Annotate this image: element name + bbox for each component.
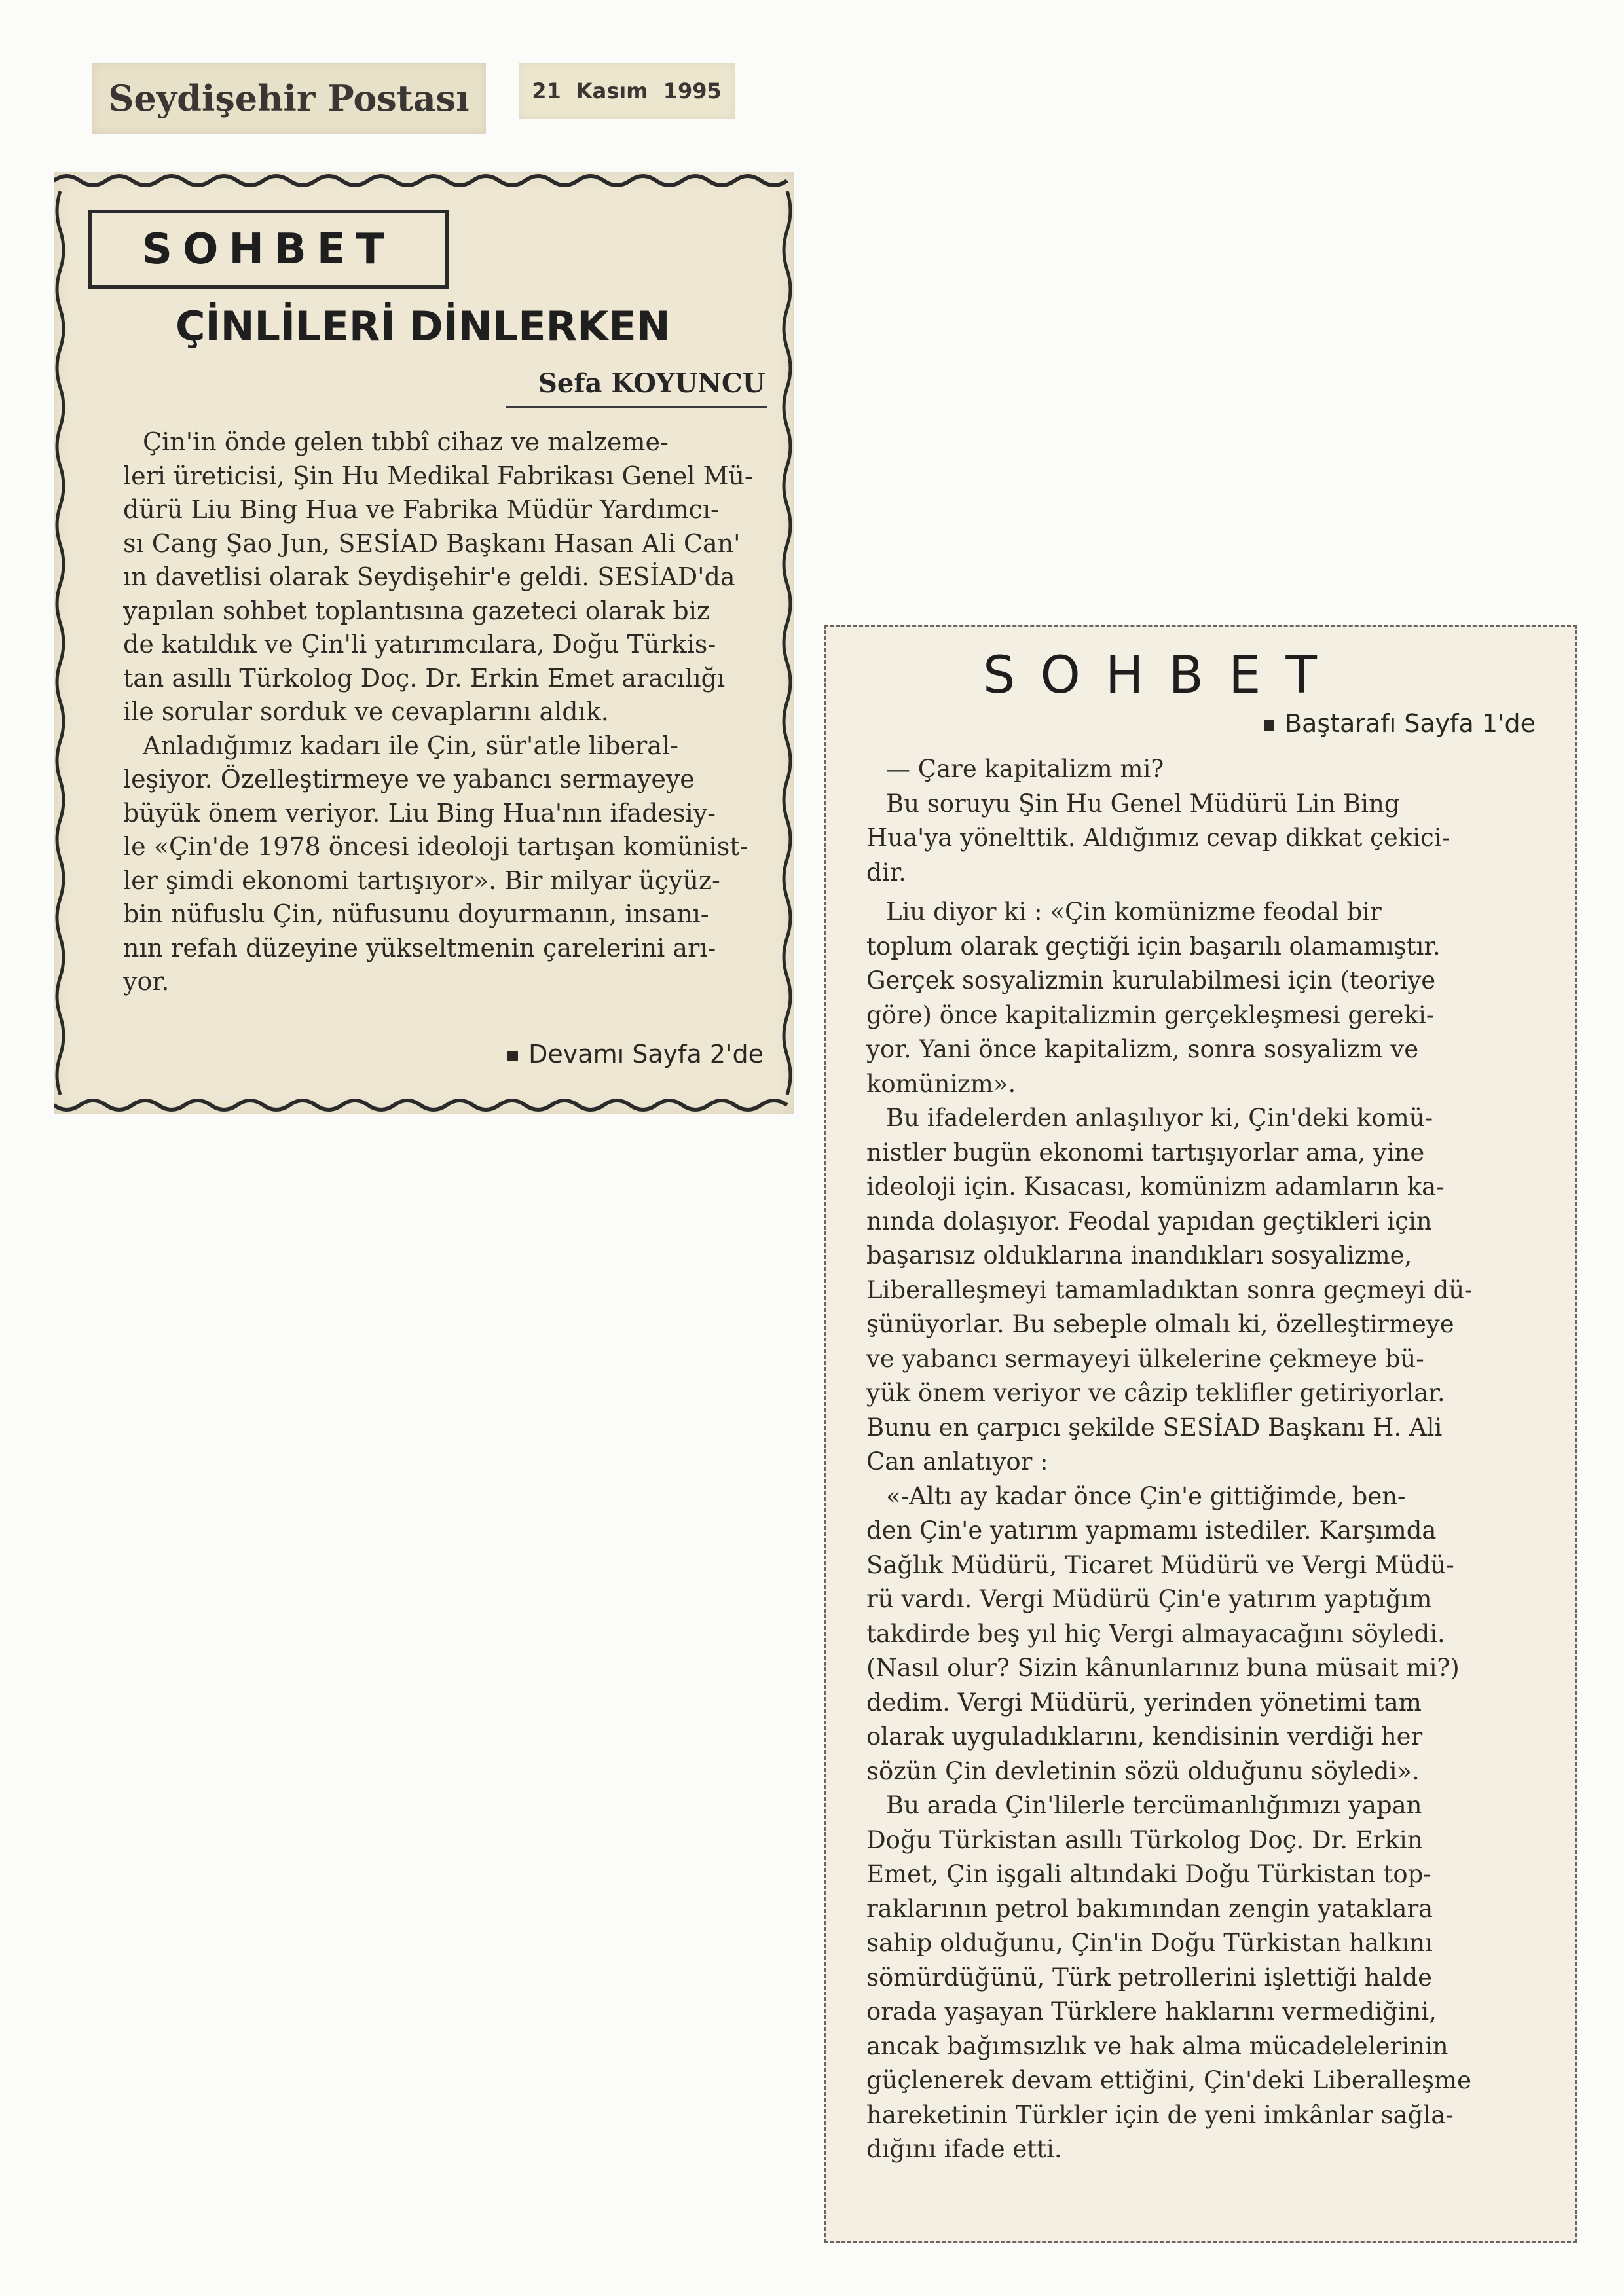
text-line: Liu diyor ki : «Çin komünizme feodal bir <box>886 898 1382 926</box>
text-line: olarak uyguladıklarını, kendisinin verdiği her <box>866 1722 1423 1751</box>
text-line: sı Cang Şao Jun, SESİAD Başkanı Hasan Ali Can' <box>123 528 741 558</box>
text-line: Emet, Çin işgali altındaki Doğu Türkistan top- <box>866 1860 1431 1888</box>
text-line: rü vardı. Vergi Müdürü Çin'e yatırım yaptığım <box>866 1585 1432 1613</box>
text-line: sahip olduğunu, Çin'in Doğu Türkistan halkını <box>866 1929 1433 1957</box>
section-label: SOHBET <box>141 225 396 274</box>
publication-date: 21 Kasım 1995 <box>532 79 722 103</box>
text-line: bin nüfuslu Çin, nüfusunu doyurmanın, insanı- <box>123 900 709 928</box>
text-line: den Çin'e yatırım yapmamı istediler. Karşımda <box>866 1516 1437 1544</box>
text-line: sömürdüğünü, Türk petrollerini işlettiği halde <box>866 1963 1433 1992</box>
text-line: ler şimdi ekonomi tartışıyor». Bir milyar üçyüz- <box>123 866 720 895</box>
article-body-part-1 <box>123 426 758 999</box>
continued-note <box>507 1040 764 1068</box>
text-line: hareketinin Türkler için de yeni imkânlar sağla- <box>866 2100 1454 2129</box>
text-line: Gerçek sosyalizmin kurulabilmesi için (teoriye <box>866 966 1436 994</box>
text-line: Anladığımız kadarı ile Çin, sür'atle liberal- <box>143 731 678 760</box>
text-line: «-Altı ay kadar önce Çin'e gittiğimde, ben- <box>886 1482 1406 1510</box>
text-line: komünizm». <box>866 1069 1016 1098</box>
text-line: Doğu Türkistan asıllı Türkolog Doç. Dr. Erkin <box>866 1825 1423 1854</box>
text-line: şünüyorlar. Bu sebeple olmalı ki, özelleştirmeye <box>866 1310 1454 1338</box>
continued-from-text: Baştarafı Sayfa 1'de <box>1284 709 1536 738</box>
text-line: de katıldık ve Çin'li yatırımcılara, Doğu Türkis- <box>123 630 716 659</box>
text-line: yapılan sohbet toplantısına gazeteci olarak biz <box>123 596 710 625</box>
text-line: Sağlık Müdürü, Ticaret Müdürü ve Vergi Müdü- <box>866 1550 1454 1579</box>
text-line: ideoloji için. Kısacası, komünizm adamların ka- <box>866 1173 1445 1201</box>
text-line: Çin'in önde gelen tıbbî cihaz ve malzeme- <box>143 428 669 456</box>
author-underline <box>506 406 767 408</box>
text-line: dir. <box>866 858 906 886</box>
text-line: leşiyor. Özelleştirmeye ve yabancı sermayeye <box>123 765 695 793</box>
text-line: yük önem veriyor ve câzip teklifler getiriyorlar. <box>866 1379 1445 1407</box>
text-line: sözün Çin devletinin sözü olduğunu söyledi». <box>866 1757 1420 1785</box>
text-line: nın refah düzeyine yükseltmenin çarelerini arı- <box>123 933 716 962</box>
text-line: Hua'ya yönelttik. Aldığımız cevap dikkat çekici- <box>866 824 1450 852</box>
text-line: nında dolaşıyor. Feodal yapıdan geçtikleri için <box>866 1207 1432 1235</box>
text-line: dürü Liu Bing Hua ve Fabrika Müdür Yardımcı- <box>123 495 719 524</box>
text-line: Bunu en çarpıcı şekilde SESİAD Başkanı H. Ali <box>866 1413 1443 1442</box>
article-headline: ÇİNLİLERİ DİNLERKEN <box>175 302 671 350</box>
text-line: büyük önem veriyor. Liu Bing Hua'nın ifadesiy- <box>123 798 716 828</box>
article-clipping-page-2 <box>824 625 1577 2243</box>
text-line: leri üreticisi, Şin Hu Medikal Fabrikası Genel Mü- <box>123 461 753 490</box>
text-line: başarısız olduklarına inandıkları sosyalizme, <box>866 1241 1412 1269</box>
square-bullet-icon <box>507 1051 518 1061</box>
text-line: Can anlatıyor : <box>866 1448 1048 1476</box>
text-line: ve yabancı sermayeyi ülkelerine çekmeye bü- <box>866 1344 1424 1373</box>
text-line: dedim. Vergi Müdürü, yerinden yönetimi tam <box>866 1688 1422 1717</box>
text-line: — Çare kapitalizm mi? <box>886 755 1164 783</box>
text-line: göre) önce kapitalizmin gerçekleşmesi gereki- <box>866 1000 1435 1029</box>
text-line: ile sorular sorduk ve cevaplarını aldık. <box>123 697 609 726</box>
text-line: raklarının petrol bakımından zengin yataklara <box>866 1894 1433 1923</box>
wavy-border-right <box>781 191 794 1095</box>
text-line: ancak bağımsızlık ve hak alma mücadelelerinin <box>866 2032 1449 2060</box>
continued-text: Devamı Sayfa 2'de <box>528 1040 764 1068</box>
text-line: nistler bugün ekonomi tartışıyorlar ama, yine <box>866 1138 1425 1167</box>
text-line: tan asıllı Türkolog Doç. Dr. Erkin Emet aracılığı <box>123 663 725 693</box>
square-bullet-icon <box>1264 720 1274 731</box>
section-label-box <box>88 210 449 289</box>
article-author: Sefa KOYUNCU <box>538 368 766 399</box>
text-line: Bu arada Çin'lilerle tercümanlığımızı yapan <box>886 1791 1422 1819</box>
text-line: güçlenerek devam ettiğini, Çin'deki Liberalleşme <box>866 2066 1472 2094</box>
continued-from-note <box>1264 709 1536 738</box>
newspaper-name: Seydişehir Postası <box>108 77 470 119</box>
text-line: Bu soruyu Şin Hu Genel Müdürü Lin Bing <box>886 789 1400 818</box>
text-line: takdirde beş yıl hiç Vergi almayacağını söyledi. <box>866 1619 1445 1648</box>
text-line: toplum olarak geçtiği için başarılı olamamıştır. <box>866 932 1441 960</box>
text-line: orada yaşayan Türklere haklarını vermediğini, <box>866 1997 1437 2026</box>
wavy-border-top <box>54 172 794 189</box>
wavy-border-left <box>54 191 67 1095</box>
section-label-2: SOHBET <box>983 646 1342 705</box>
wavy-border-bottom <box>54 1097 794 1114</box>
text-line: dığını ifade etti. <box>866 2135 1062 2163</box>
text-line: (Nasıl olur? Sizin kânunlarınız buna müsait mi?) <box>866 1654 1460 1682</box>
text-line: yor. <box>123 967 170 996</box>
article-body-part-2 <box>866 752 1547 2167</box>
text-line: le «Çin'de 1978 öncesi ideoloji tartışan komünist- <box>123 832 748 861</box>
text-line: Liberalleşmeyi tamamladıktan sonra geçmeyi dü- <box>866 1275 1473 1304</box>
newspaper-name-clip <box>92 63 486 134</box>
text-line: Bu ifadelerden anlaşılıyor ki, Çin'deki komü- <box>886 1104 1433 1132</box>
date-clip <box>519 63 735 119</box>
text-line: ın davetlisi olarak Seydişehir'e geldi. SESİAD'da <box>123 562 735 591</box>
article-clipping-page-1 <box>54 172 794 1114</box>
text-line: yor. Yani önce kapitalizm, sonra sosyalizm ve <box>866 1035 1419 1063</box>
